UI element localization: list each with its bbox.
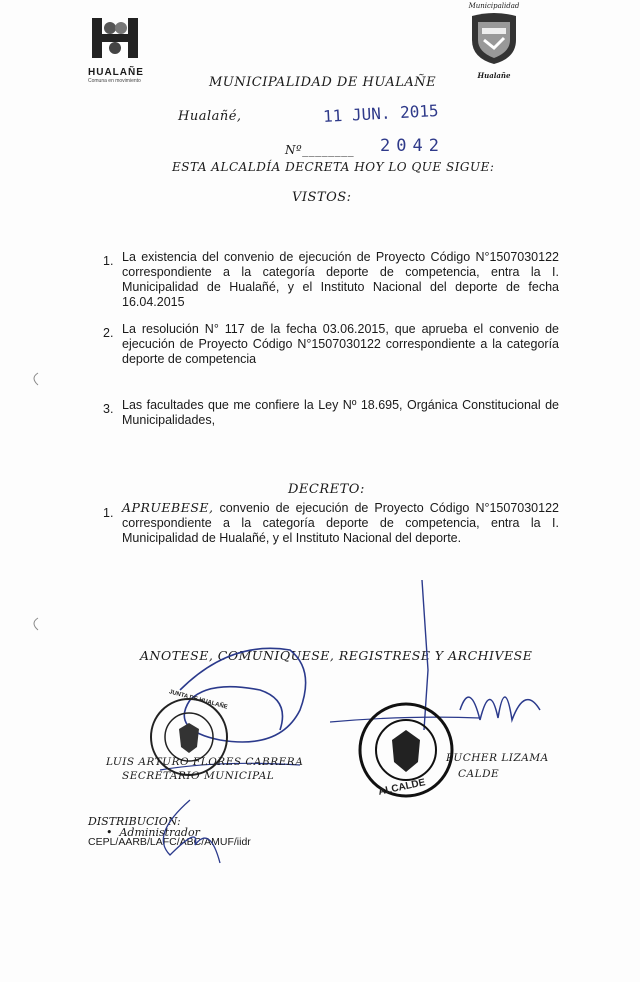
- decreto-item-lead: APRUEBESE,: [122, 500, 214, 515]
- decree-number-label: Nº________: [285, 143, 355, 157]
- logo-left-tagline: Comuna en movimiento: [88, 78, 141, 84]
- secretary-stamp-text: JUNTA DE HUALAÑE: [168, 689, 229, 711]
- distribution-initials: CEPL/AARB/LAFC/ABC/AMUF/iidr: [88, 836, 251, 848]
- logo-left-text: HUALAÑE: [88, 67, 144, 78]
- place-label: Hualañé,: [178, 109, 242, 124]
- mayor-title: CALDE: [458, 768, 500, 780]
- decreto-item-number: 1.: [103, 506, 114, 520]
- secretary-name: LUIS ARTURO FLORES CABRERA: [106, 756, 304, 768]
- decree-intro: ESTA ALCALDÍA DECRETA HOY LO QUE SIGUE:: [172, 160, 495, 174]
- distribution-label: DISTRIBUCION:: [88, 815, 181, 828]
- vistos-item-text: La resolución N° 117 de la fecha 03.06.2015, que aprueba el convenio de ejecución de Proyecto Código N°1507030122 correspondiente a la categoría deporte de competencia: [122, 322, 559, 366]
- secretary-title: SECRETARIO MUNICIPAL: [122, 770, 275, 782]
- mayor-stamp-text: ALCALDE: [377, 777, 427, 798]
- vistos-item-text: Las facultades que me confiere la Ley Nº 18.695, Orgánica Constitucional de Municipalidades,: [122, 398, 559, 427]
- closing-line: ANOTESE, COMUNIQUESE, REGISTRESE Y ARCHIVESE: [140, 648, 533, 663]
- decreto-heading: DECRETO:: [288, 482, 365, 497]
- distribution-scribble: [140, 795, 240, 865]
- decree-number-stamp: 2042: [380, 136, 445, 156]
- vistos-item-number: 2.: [103, 326, 114, 340]
- decreto-item-body: convenio de ejecución de Proyecto Código N°1507030122 correspondiente a la categoría deporte de competencia, entra la I. Municipalidad de Hualañé, y el Instituto Nacional del deporte.: [122, 501, 559, 545]
- date-stamp: 11 JUN. 2015: [322, 100, 440, 127]
- municipal-crest-right: [465, 2, 523, 78]
- vistos-heading: VISTOS:: [292, 190, 352, 205]
- page-title: MUNICIPALIDAD DE HUALAÑE: [209, 75, 437, 90]
- decreto-item-text: [122, 500, 559, 546]
- crest-top-text: Municipalidad: [468, 2, 520, 10]
- hualane-h-icon: [88, 16, 144, 60]
- punch-hole-mark: [28, 372, 40, 386]
- vistos-item-text: La existencia del convenio de ejecución de Proyecto Código N°1507030122 correspondiente a la categoría deporte de competencia, entra la I. Municipalidad de Hualañé, y el Instituto Nacional del deporte de fecha 16.04.2015: [122, 250, 559, 309]
- mayor-name: PUCHER LIZAMA: [446, 752, 549, 764]
- vistos-item-number: 3.: [103, 402, 114, 416]
- crest-bottom-text: Hualañe: [477, 71, 511, 80]
- punch-hole-mark: [28, 617, 40, 631]
- distribution-item-text: Administrador: [119, 826, 200, 839]
- municipal-logo-left: [88, 16, 144, 82]
- bullet-icon: •: [106, 826, 120, 839]
- crest-shield-icon: [466, 10, 522, 66]
- vistos-item-number: 1.: [103, 254, 114, 268]
